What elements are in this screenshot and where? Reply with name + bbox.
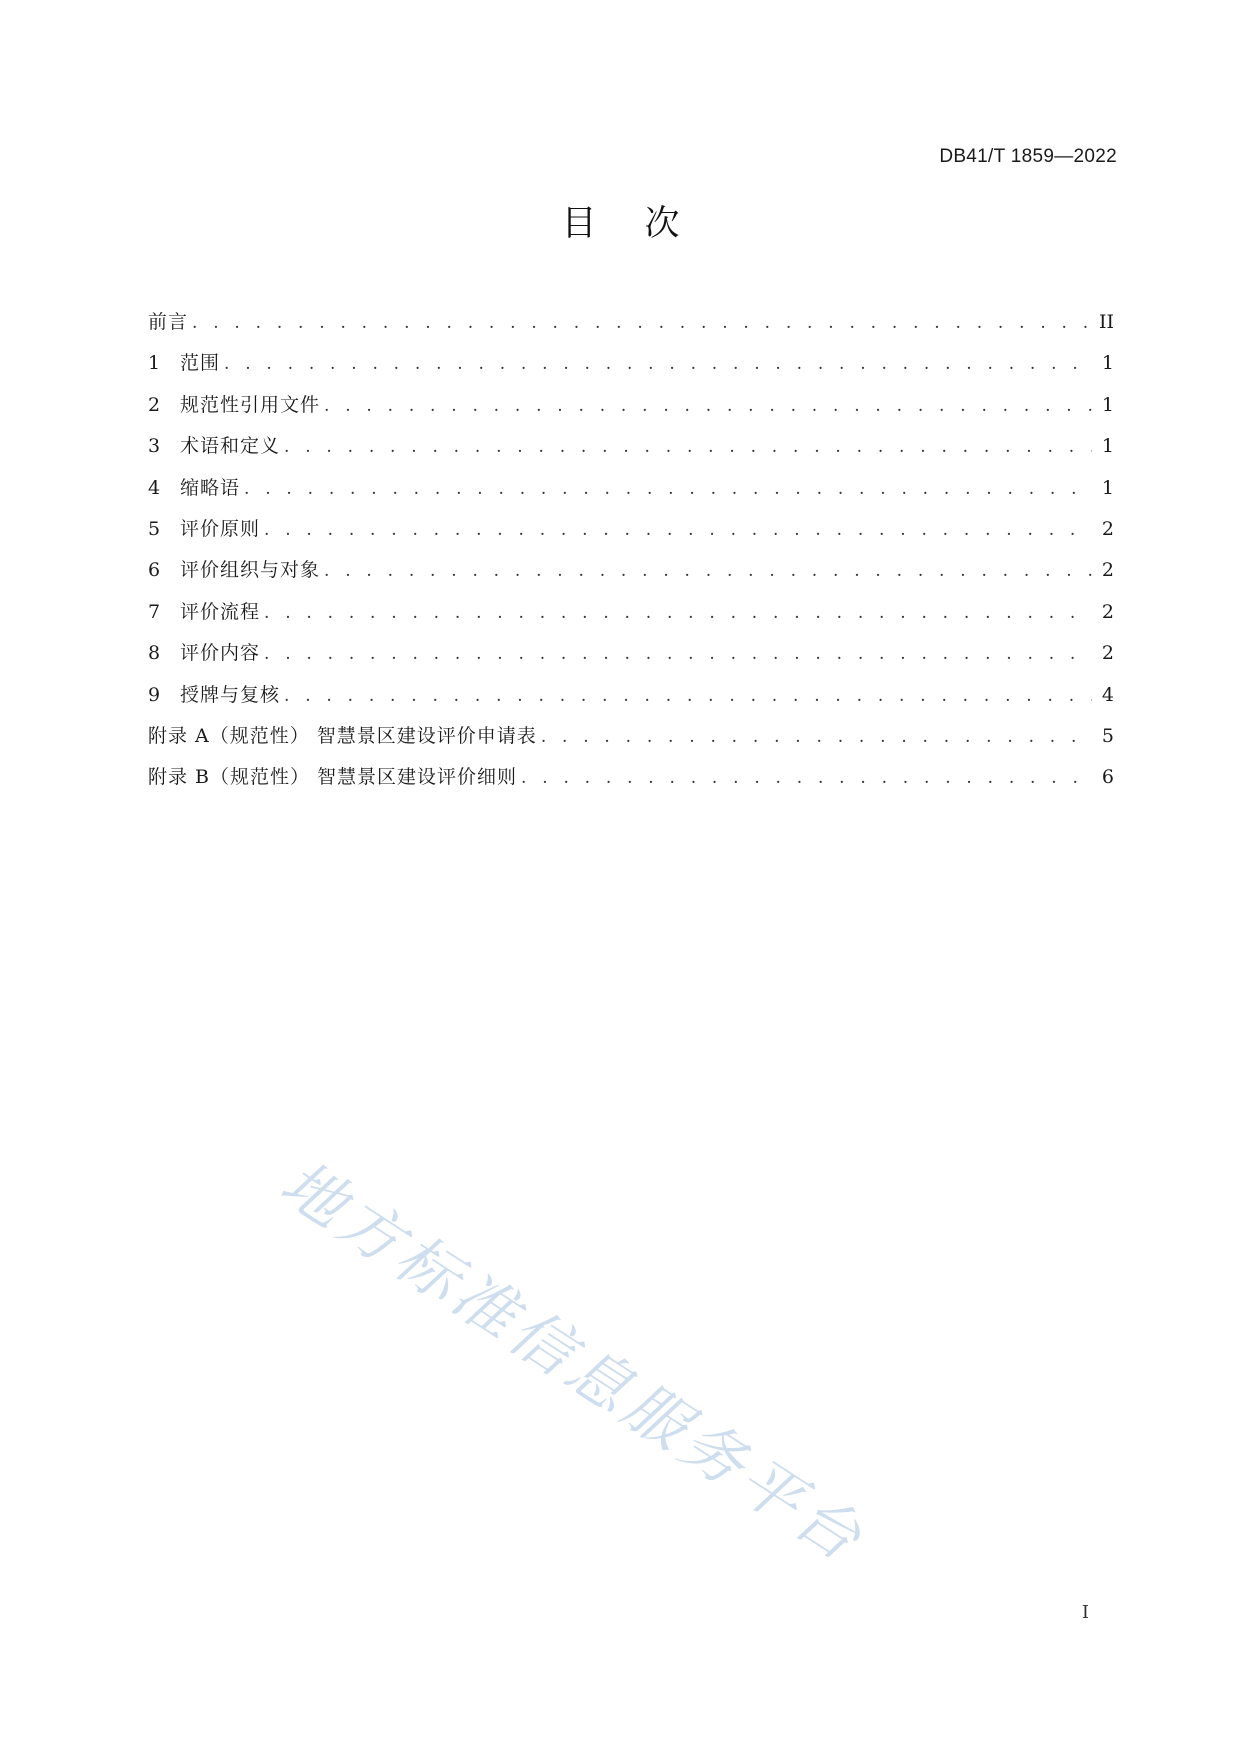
toc-entry-number: 3 [148,435,161,458]
toc-entry-abbreviations[interactable] [148,476,1114,517]
toc-entry-number: 1 [148,352,161,375]
toc-entry-page: 6 [1101,766,1114,789]
toc-entry-label: 缩略语 [180,476,241,499]
toc-entry-number: 4 [148,476,161,499]
toc-dot-leader [264,601,1092,625]
toc-entry-number: 8 [148,642,161,665]
toc-dot-leader [264,518,1092,542]
toc-entry-label: 附录 B（规范性） 智慧景区建设评价细则 [148,766,518,789]
toc-entry-label: 规范性引用文件 [180,393,321,416]
toc-entry-evaluation-organization[interactable] [148,558,1114,599]
page-number: I [1081,1602,1089,1623]
toc-dot-leader [284,684,1092,708]
toc-dot-leader [541,725,1092,749]
toc-entry-terms-definitions[interactable] [148,434,1114,475]
toc-entry-number: 9 [148,683,161,706]
table-of-contents [148,310,1114,807]
toc-entry-page: 1 [1101,476,1114,499]
toc-entry-number: 7 [148,600,161,623]
toc-entry-label: 评价内容 [180,642,261,665]
toc-entry-number: 5 [148,517,161,540]
toc-entry-normative-references[interactable] [148,393,1114,434]
toc-dot-leader [224,352,1092,376]
toc-entry-label: 附录 A（规范性） 智慧景区建设评价申请表 [148,724,537,747]
toc-dot-leader [324,559,1092,583]
toc-entry-page: 2 [1101,559,1114,582]
toc-entry-evaluation-content[interactable] [148,641,1114,682]
toc-entry-label: 授牌与复核 [180,683,281,706]
toc-entry-label: 前言 [148,311,189,333]
toc-dot-leader [244,477,1092,501]
toc-entry-evaluation-process[interactable] [148,600,1114,641]
toc-entry-label: 评价原则 [180,517,261,540]
toc-entry-number: 6 [148,559,161,582]
toc-entry-page: 1 [1101,435,1114,458]
toc-entry-appendix-a[interactable] [148,724,1114,765]
toc-entry-appendix-b[interactable] [148,765,1114,806]
toc-entry-page: 5 [1101,724,1114,747]
toc-dot-leader [284,435,1092,459]
toc-entry-label: 评价组织与对象 [180,559,321,582]
toc-entry-label: 评价流程 [180,600,261,623]
toc-entry-page: 4 [1101,683,1114,706]
toc-entry-page: 2 [1101,642,1114,665]
toc-entry-page: 2 [1101,600,1114,623]
toc-dot-leader [521,766,1092,790]
toc-entry-foreword[interactable] [148,310,1114,351]
toc-dot-leader [324,394,1092,418]
toc-entry-evaluation-principles[interactable] [148,517,1114,558]
toc-dot-leader [264,642,1092,666]
toc-entry-scope[interactable] [148,351,1114,392]
toc-entry-page: 1 [1101,393,1114,416]
document-code: DB41/T 1859—2022 [939,146,1117,167]
watermark: 地方标准信息服务平台 [268,1145,879,1578]
toc-entry-page: 1 [1101,352,1114,375]
toc-entry-page: 2 [1101,517,1114,540]
toc-entry-number: 2 [148,393,161,416]
page-title: 目次 [561,204,728,244]
toc-dot-leader [192,311,1092,335]
toc-entry-label: 范围 [180,352,221,375]
toc-entry-licensing-review[interactable] [148,683,1114,724]
toc-entry-page: II [1098,311,1114,333]
toc-entry-label: 术语和定义 [180,435,281,458]
